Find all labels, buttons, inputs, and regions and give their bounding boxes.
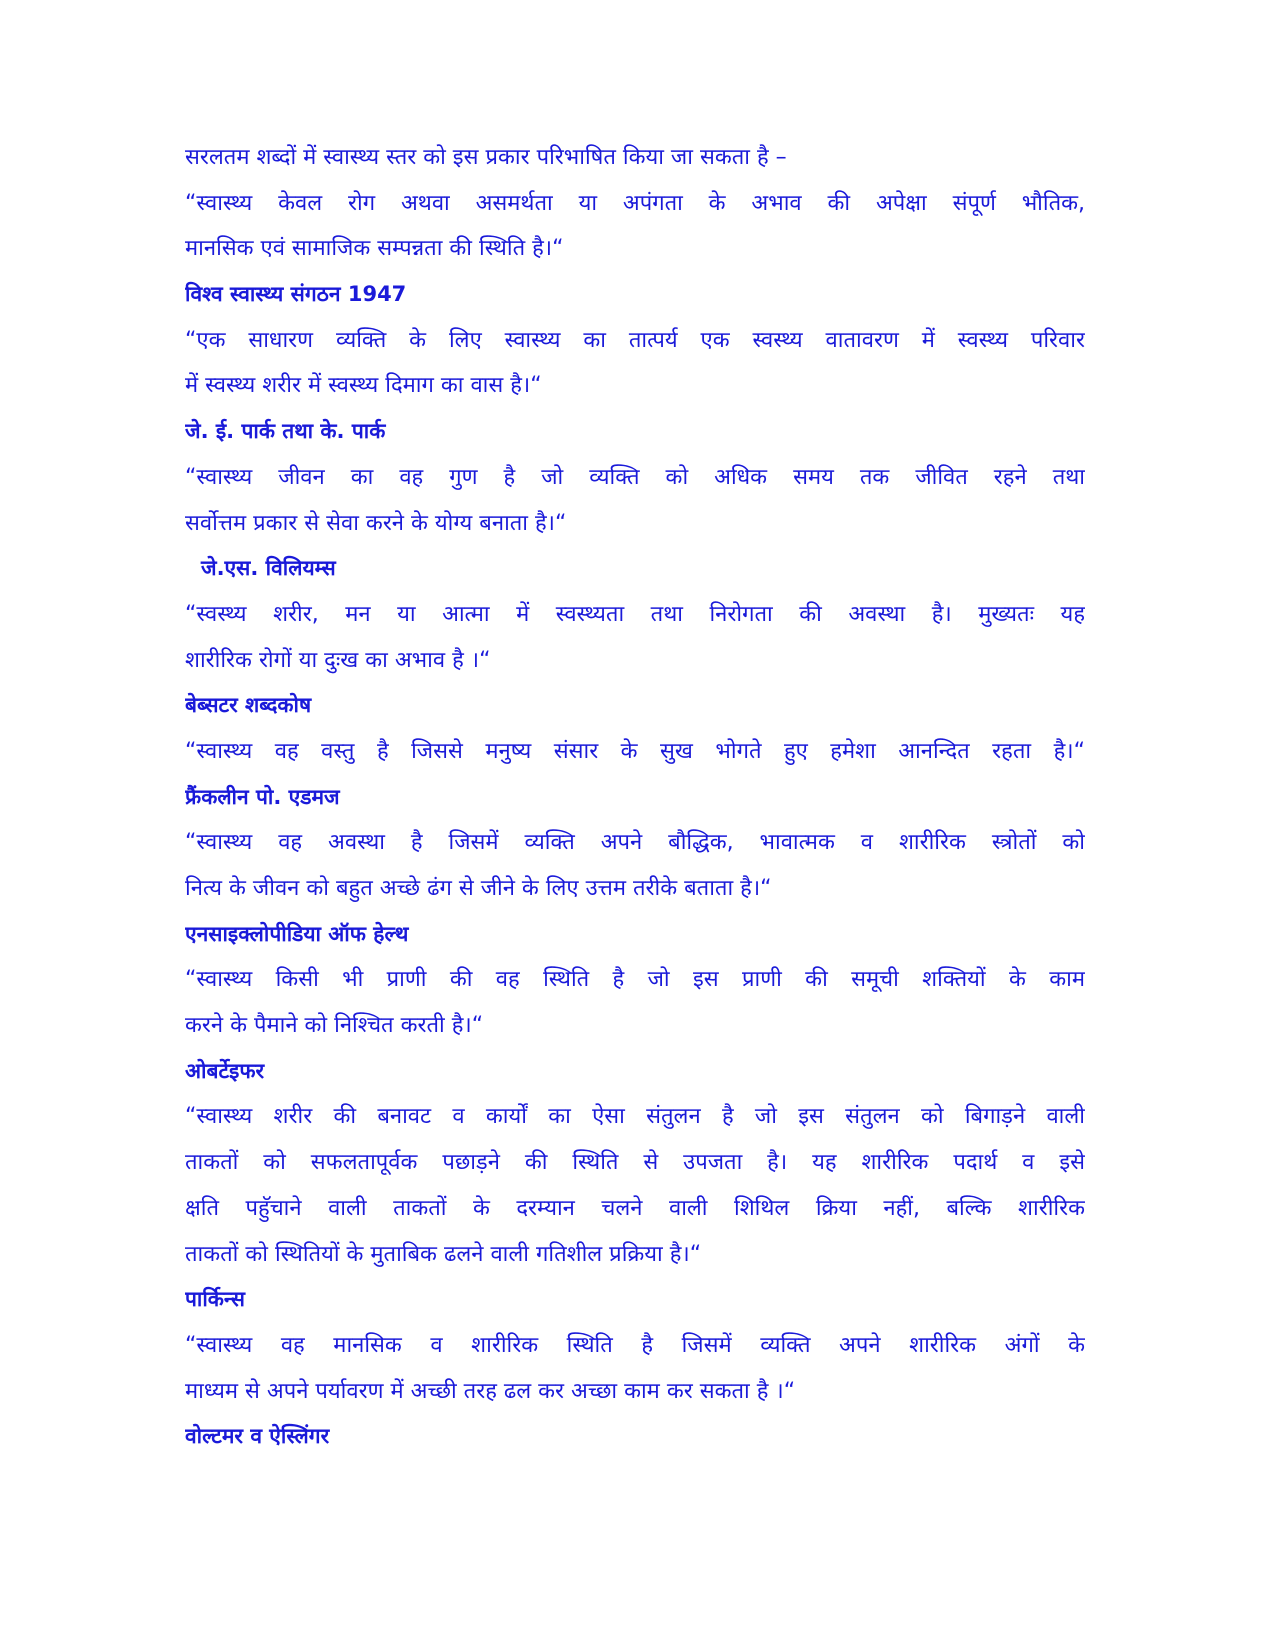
quote-line: “स्वास्थ्य वह मानसिक व शारीरिक स्थिति है जिसमें व्यक्ति अपने शारीरिक अंगों के [185, 1332, 1085, 1358]
quote-line: “स्वास्थ्य वह वस्तु है जिससे मनुष्य संसार के सुख भोगते हुए हमेशा आनन्दित रहता है।“ [185, 738, 1085, 764]
quote-line: “एक साधारण व्यक्ति के लिए स्वास्थ्य का तात्पर्य एक स्वस्थ्य वातावरण में स्वस्थ्य परिवार [185, 327, 1085, 353]
quote-line: “स्वास्थ्य किसी भी प्राणी की वह स्थिति है जो इस प्राणी की समूची शक्तियों के काम [185, 967, 1085, 993]
quote-line: “स्वास्थ्य शरीर की बनावट व कार्यों का ऐसा संतुलन है जो इस संतुलन को बिगाड़ने वाली [185, 1104, 1085, 1130]
author-heading: जे. ई. पार्क तथा के. पार्क [185, 419, 386, 444]
author-heading: वोल्टमर व ऐस्लिंगर [185, 1424, 330, 1449]
quote-line: “स्वस्थ्य शरीर, मन या आत्मा में स्वस्थ्यता तथा निरोगता की अवस्था है। मुख्यतः यह [185, 601, 1085, 627]
author-heading: विश्व स्वास्थ्य संगठन 1947 [185, 282, 407, 307]
quote-line: ताकतों को स्थितियों के मुताबिक ढलने वाली गतिशील प्रक्रिया है।“ [185, 1241, 702, 1267]
quote-line: “स्वास्थ्य केवल रोग अथवा असमर्थता या अपंगता के अभाव की अपेक्षा संपूर्ण भौतिक, [185, 190, 1085, 216]
author-heading: जे.एस. विलियम्स [201, 556, 336, 581]
quote-line: क्षति पहुॅचाने वाली ताकतों के दरम्यान चलने वाली शिथिल क्रिया नहीं, बल्कि शारीरिक [185, 1195, 1085, 1221]
document-page [185, 135, 1085, 1460]
quote-line: “स्वास्थ्य वह अवस्था है जिसमें व्यक्ति अपने बौद्धिक, भावात्मक व शारीरिक स्त्रोतों को [185, 830, 1085, 856]
quote-line: में स्वस्थ्य शरीर में स्वस्थ्य दिमाग का वास है।“ [185, 373, 542, 399]
quote-line: शारीरिक रोगों या दुःख का अभाव है ।“ [185, 647, 491, 673]
author-heading: पार्किन्स [185, 1287, 245, 1312]
author-heading: एनसाइक्लोपीडिया ऑफ हेल्थ [185, 921, 409, 946]
body-line: सरलतम शब्दों में स्वास्थ्य स्तर को इस प्रकार परिभाषित किया जा सकता है – [185, 145, 787, 170]
quote-line: माध्यम से अपने पर्यावरण में अच्छी तरह ढल कर अच्छा काम कर सकता है ।“ [185, 1378, 796, 1404]
quote-line: करने के पैमाने को निश्चित करती है।“ [185, 1013, 484, 1039]
author-heading: फ्रैंकलीन पो. एडमज [185, 784, 340, 809]
quote-line: “स्वास्थ्य जीवन का वह गुण है जो व्यक्ति को अधिक समय तक जीवित रहने तथा [185, 464, 1085, 490]
quote-line: सर्वोत्तम प्रकार से सेवा करने के योग्य बनाता है।“ [185, 510, 567, 536]
author-heading: ओबर्टेइफर [185, 1058, 265, 1083]
quote-line: मानसिक एवं सामाजिक सम्पन्नता की स्थिति है।“ [185, 236, 564, 262]
quote-line: ताकतों को सफलतापूर्वक पछाड़ने की स्थिति से उपजता है। यह शारीरिक पदार्थ व इसे [185, 1150, 1085, 1176]
quote-line: नित्य के जीवन को बहुत अच्छे ढंग से जीने के लिए उत्तम तरीके बताता है।“ [185, 876, 772, 901]
author-heading: बेब्सटर शब्दकोष [185, 693, 312, 718]
